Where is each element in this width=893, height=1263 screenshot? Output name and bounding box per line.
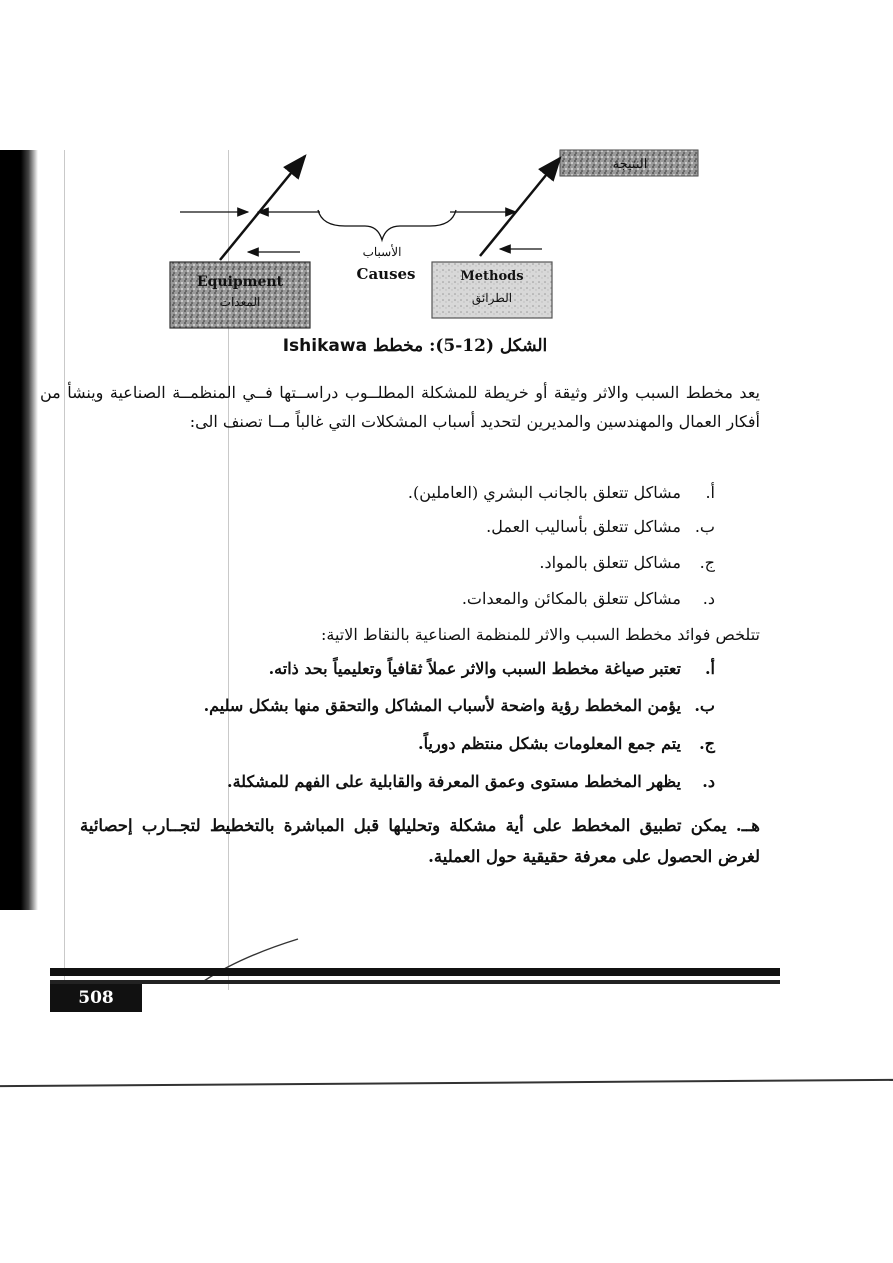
fold-line <box>64 150 65 990</box>
methods-bone <box>480 158 560 256</box>
caption-latin: Ishikawa <box>282 336 368 356</box>
list-marker: هــ. <box>735 816 760 835</box>
list-item <box>269 658 715 680</box>
list-text: مشاكل تتعلق بالجانب البشري (العاملين). <box>407 483 681 502</box>
list-text: مشاكل تتعلق بالمواد. <box>539 553 681 572</box>
footer-bar-thin <box>50 980 780 984</box>
list-text: يظهر المخطط مستوى وعمق المعرفة والقابلية على الفهم للمشكلة. <box>227 772 681 791</box>
causes-english-label: Causes <box>356 265 416 283</box>
list-item <box>462 588 715 610</box>
list-marker: ج. <box>699 734 715 753</box>
list-text: مشاكل تتعلق بأساليب العمل. <box>486 517 681 536</box>
result-box-label: النتيجة <box>612 157 648 172</box>
list-text: مشاكل تتعلق بالمكائن والمعدات. <box>461 589 681 608</box>
fishbone-diagram <box>160 148 720 338</box>
list-marker: د. <box>702 772 715 791</box>
causes-brace <box>318 210 456 240</box>
list-item <box>227 771 715 793</box>
list-text: تعتبر صياغة مخطط السبب والاثر عملاً ثقافياً وتعليمياً بحد ذاته. <box>268 659 681 678</box>
list-marker: د. <box>702 589 715 608</box>
equipment-bone <box>220 156 305 260</box>
list-item <box>204 695 715 717</box>
page-number: 508 <box>50 984 142 1012</box>
pen-stroke <box>200 935 310 985</box>
caption-prefix: الشكل (12-5): مخطط <box>372 336 548 356</box>
benefits-paragraph: تتلخص فوائد مخطط السبب والاثر للمنظمة الصناعية بالنقاط الاتية: <box>321 625 760 644</box>
list-text: يمكن تطبيق المخطط على أية مشكلة وتحليلها قبل المباشرة بالتخطيط لتجــارب إحصائية لغرض الحصول على معرفة حقيقية حول العملية. <box>80 816 760 866</box>
figure-caption <box>240 336 590 356</box>
list-marker: ب. <box>694 517 715 536</box>
list-item <box>539 552 715 574</box>
list-marker: أ. <box>705 483 715 502</box>
list-marker: ب. <box>694 696 715 715</box>
list-item <box>408 482 715 504</box>
list-item <box>418 733 715 755</box>
intro-paragraph: يعد مخطط السبب والاثر وثيقة أو خريطة للمشكلة المطلــوب دراســتها فــي المنظمــة الصناعية وينشأ من أفكار العمال والمهندسين والمديرين لتحديد أسباب المشكلات التي غالباً مــا تصنف الى: <box>40 383 760 431</box>
bottom-rule <box>0 1079 893 1087</box>
equipment-english-label: Equipment <box>196 274 284 290</box>
footer-bar <box>50 968 780 976</box>
methods-english-label: Methods <box>460 269 524 284</box>
list-marker: ج. <box>699 553 715 572</box>
list-item <box>486 516 715 538</box>
equipment-arabic-label: المعدات <box>219 295 261 309</box>
methods-arabic-label: الطرائق <box>471 291 513 305</box>
list-marker: أ. <box>704 659 715 678</box>
binding-shadow <box>0 150 38 910</box>
causes-arabic-label: الأسباب <box>362 245 402 259</box>
list-text: يؤمن المخطط رؤية واضحة لأسباب المشاكل والتحقق منها بشكل سليم. <box>203 696 681 715</box>
list-text: يتم جمع المعلومات بشكل منتظم دورياً. <box>418 734 681 753</box>
list-item-he <box>80 810 760 872</box>
